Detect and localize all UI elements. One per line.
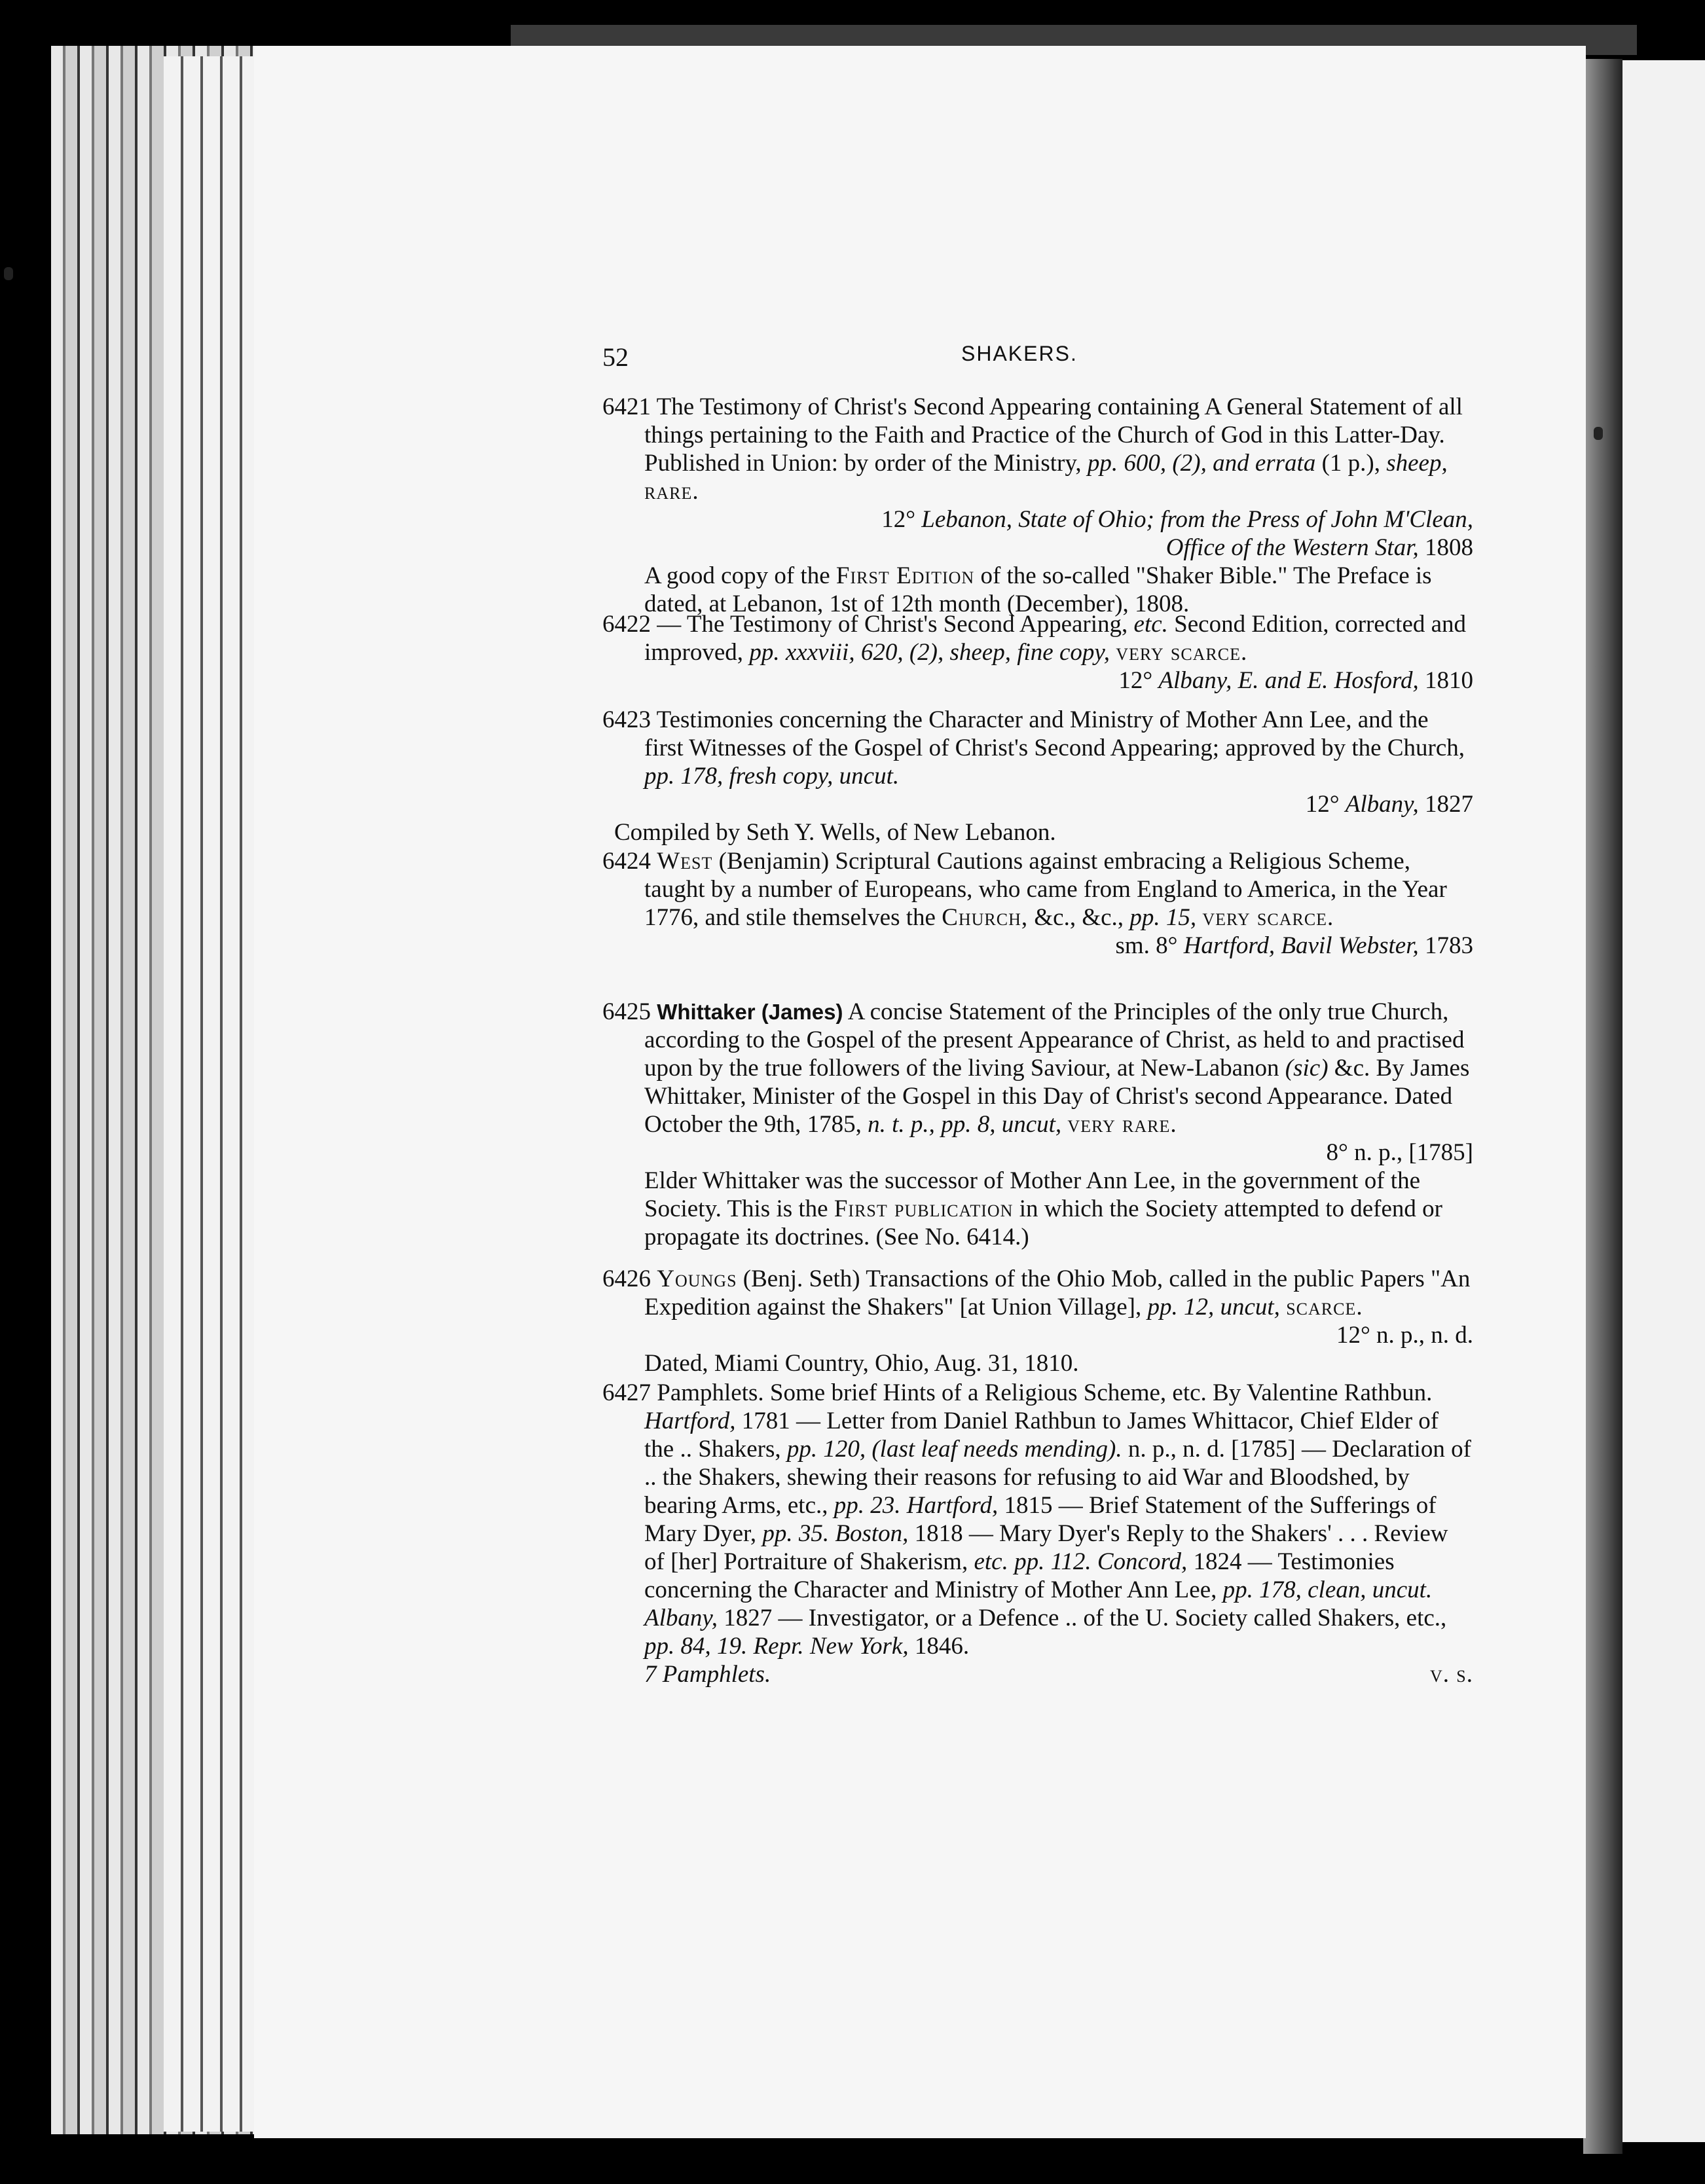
author: Whittaker (James) bbox=[657, 1000, 843, 1024]
year: 1808 bbox=[1425, 534, 1473, 561]
imprint-line-1: Lebanon, State of Ohio; from the Press of John M'Clean, bbox=[921, 506, 1473, 533]
note: Dated, Miami Country, Ohio, Aug. 31, 1810. bbox=[644, 1350, 1079, 1377]
entry-text: 1781 — Letter from Daniel Rathbun to James Whittacor, Chief Elder of the .. Shakers, bbox=[644, 1408, 1439, 1463]
year: 1783 bbox=[1425, 932, 1473, 959]
pages: pp. 8, bbox=[941, 1111, 996, 1138]
entry-text: n. p., n. d. [1785] — Declaration of .. the Shakers, shewing their reasons for refusing to aid War and Bloodshed, by bearing Arms, etc., bbox=[644, 1436, 1471, 1519]
condition: clean, uncut. bbox=[1308, 1576, 1433, 1603]
condition: uncut, bbox=[1220, 1294, 1280, 1320]
author: Youngs bbox=[657, 1265, 737, 1292]
pages: pp. 112. bbox=[1014, 1548, 1091, 1575]
entry-number: 6423 bbox=[602, 706, 651, 733]
errata: and errata bbox=[1213, 450, 1316, 477]
note: A good copy of the bbox=[644, 562, 830, 589]
entry-text: The Testimony of Christ's Second Appearing, bbox=[686, 611, 1128, 638]
entry-text: The Testimony of Christ's Second Appearing containing A General Statement of all things pertaining to the Faith and Practice of the Church of God in this Latter-Day. Published in Union: by order of the Ministry, bbox=[644, 393, 1463, 477]
gutter-shadow bbox=[1583, 59, 1622, 2154]
pages: pp. 600, (2), bbox=[1087, 450, 1207, 477]
entry-text: Second Edition, corrected and improved, bbox=[644, 611, 1467, 666]
year: 1827 bbox=[1425, 791, 1473, 818]
imprint-line-2: Office of the Western Star, bbox=[1165, 534, 1419, 561]
condition: (last leaf needs mending). bbox=[871, 1436, 1122, 1463]
scan-mark bbox=[4, 267, 13, 280]
catalog-entry-6424 bbox=[602, 847, 1473, 960]
place: Hartford, bbox=[906, 1492, 999, 1519]
imprint: Albany, bbox=[1345, 791, 1419, 818]
rarity: very scarce. bbox=[1202, 904, 1334, 931]
binding: sheep, fine copy, bbox=[949, 639, 1110, 666]
pages: pp. 178, bbox=[1222, 1576, 1302, 1603]
author-given-name: (Benjamin) bbox=[718, 848, 830, 875]
place: Hartford, bbox=[644, 1408, 736, 1434]
pages: pp. 23. bbox=[834, 1492, 901, 1519]
format: 12° bbox=[1305, 791, 1340, 818]
entry-text: 1827 — Investigator, or a Defence .. of the U. Society called Shakers, etc., bbox=[724, 1605, 1447, 1631]
catalog-entry-6426 bbox=[602, 1265, 1473, 1377]
no-title-page: n. t. p., bbox=[868, 1111, 935, 1138]
entry-number: 6421 bbox=[602, 393, 651, 420]
etc: etc. bbox=[974, 1548, 1008, 1575]
entry-text: A concise Statement of the Principles of the only true Church, according to the Gospel of the present Appearance of Christ, as held to and practised upon by the true followers of the living Saviour, at New-Labanon bbox=[644, 998, 1465, 1082]
page-number: 52 bbox=[602, 342, 629, 372]
format: sm. 8° bbox=[1115, 932, 1178, 959]
format: 12° bbox=[1118, 667, 1153, 694]
catalog-entry-6425 bbox=[602, 998, 1473, 1251]
entry-text: 1818 — Mary Dyer's Reply to the Shakers' . . . Review of [her] Portraiture of Shakerism, bbox=[644, 1520, 1448, 1575]
pamphlet-count: 7 Pamphlets. bbox=[644, 1661, 771, 1688]
pages: pp. xxxviii, 620, (2), bbox=[749, 639, 944, 666]
rarity: rare. bbox=[644, 478, 699, 505]
catalog-entry-6421 bbox=[602, 393, 1473, 618]
rarity: very rare. bbox=[1067, 1111, 1177, 1138]
entry-text: &c., &c., bbox=[1034, 904, 1124, 931]
dash: — bbox=[657, 611, 682, 638]
year: 1810 bbox=[1425, 667, 1473, 694]
imprint: 12° n. p., n. d. bbox=[1336, 1322, 1473, 1349]
pages: pp. 35. bbox=[762, 1520, 830, 1547]
year: 1846. bbox=[914, 1633, 970, 1660]
facing-page bbox=[1622, 60, 1705, 2142]
church: Church, bbox=[942, 904, 1029, 931]
page bbox=[254, 46, 1586, 2138]
rarity: scarce. bbox=[1286, 1294, 1363, 1320]
errata-pages: (1 p.), bbox=[1321, 450, 1380, 477]
scan-mark bbox=[1594, 427, 1603, 440]
imprint: Albany, E. and E. Hosford, bbox=[1158, 667, 1419, 694]
entry-text: 1815 — Brief Statement of the Sufferings of Mary Dyer, bbox=[644, 1492, 1437, 1547]
rarity: very scarce. bbox=[1116, 639, 1248, 666]
note: of the so-called "Shaker Bible." The Preface is dated, at Lebanon, 1st of 12th month (December), 1808. bbox=[644, 562, 1432, 617]
catalog-entry-6422 bbox=[602, 610, 1473, 695]
entry-number: 6422 bbox=[602, 611, 651, 638]
running-head: SHAKERS. bbox=[961, 342, 1078, 365]
binding: sheep, bbox=[1386, 450, 1448, 477]
author-given-name: (Benj. Seth) bbox=[742, 1265, 860, 1292]
note: in which the Society attempted to defend or propagate its doctrines. (See No. 6414.) bbox=[644, 1195, 1442, 1250]
note-emphasis: First Edition bbox=[835, 562, 975, 589]
condition: fresh copy, uncut. bbox=[729, 763, 900, 790]
entry-text: Transactions of the Ohio Mob, called in the public Papers "An Expedition against the Shakers" [at Union Village], bbox=[644, 1265, 1471, 1320]
entry-number: 6425 bbox=[602, 998, 651, 1025]
note: Elder Whittaker was the successor of Mother Ann Lee, in the government of the Society. This is the bbox=[644, 1167, 1421, 1222]
place: Repr. New York, bbox=[753, 1633, 909, 1660]
pages: pp. 15, bbox=[1129, 904, 1197, 931]
entry-text: Testimonies concerning the Character and Ministry of Mother Ann Lee, and the first Witnesses of the Gospel of Christ's Second Appearing; approved by the Church, bbox=[644, 706, 1465, 761]
entry-number: 6424 bbox=[602, 848, 651, 875]
entry-number: 6426 bbox=[602, 1265, 651, 1292]
catalog-entry-6427 bbox=[602, 1379, 1473, 1688]
imprint: Hartford, Bavil Webster, bbox=[1183, 932, 1419, 959]
page-edges-left-inner bbox=[164, 56, 255, 2132]
pages: pp. 12, bbox=[1147, 1294, 1215, 1320]
sic: (sic) bbox=[1285, 1055, 1329, 1082]
format: 12° bbox=[881, 506, 916, 533]
entry-text: Pamphlets. Some brief Hints of a Religious Scheme, etc. By Valentine Rathbun. bbox=[657, 1379, 1433, 1406]
note-emphasis: First publication bbox=[834, 1195, 1014, 1222]
place: Concord, bbox=[1097, 1548, 1188, 1575]
place: Albany, bbox=[644, 1605, 718, 1631]
note: Compiled by Seth Y. Wells, of New Lebanon. bbox=[614, 819, 1056, 846]
entry-number: 6427 bbox=[602, 1379, 651, 1406]
entry-text: Scriptural Cautions against embracing a Religious Scheme, taught by a number of Europeans, who came from England to America, in the Year 1776, and stile themselves the bbox=[644, 848, 1447, 931]
pages: pp. 120, bbox=[786, 1436, 866, 1463]
various-sizes: v. s. bbox=[1430, 1661, 1473, 1688]
etc: etc. bbox=[1133, 611, 1168, 638]
pages: pp. 178, bbox=[644, 763, 724, 790]
place: Boston, bbox=[835, 1520, 909, 1547]
catalog-entry-6423 bbox=[602, 706, 1473, 846]
imprint: 8° n. p., [1785] bbox=[1326, 1139, 1473, 1166]
author: West bbox=[657, 848, 713, 875]
entry-text: &c. By James Whittaker, Minister of the Gospel in this Day of Christ's second Appearance. Dated October the 9th, 1785, bbox=[644, 1055, 1470, 1138]
entry-text: 1824 — Testimonies concerning the Character and Ministry of Mother Ann Lee, bbox=[644, 1548, 1395, 1603]
pages: pp. 84, 19. bbox=[644, 1633, 748, 1660]
condition: uncut, bbox=[1001, 1111, 1062, 1138]
